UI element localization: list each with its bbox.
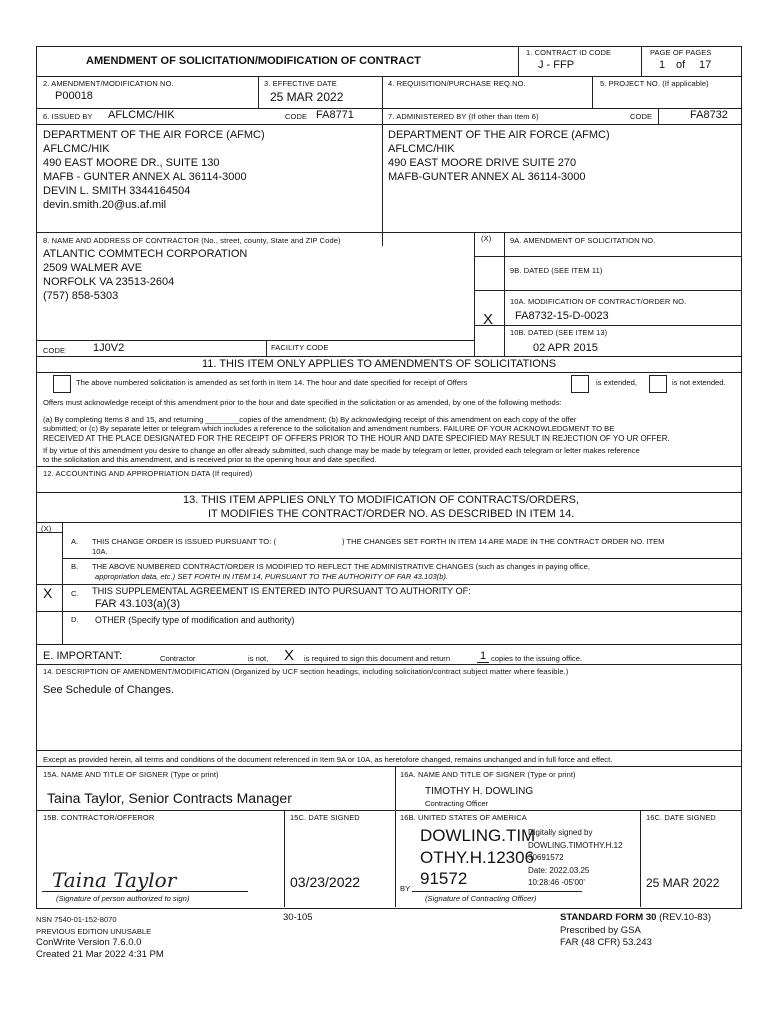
contractor-code: 1J0V2 [93, 342, 125, 354]
administered-by-label: 7. ADMINISTERED BY (If other than Item 6) [388, 112, 539, 121]
contract-id-code: J - FFP [538, 59, 575, 71]
signer-15a-name: Taina Taylor, Senior Contracts Manager [47, 790, 292, 806]
item13-a-text: THIS CHANGE ORDER IS ISSUED PURSUANT TO: ( [92, 537, 276, 546]
item13-title2: IT MODIFIES THE CONTRACT/ORDER NO. AS DESCRIBED IN ITEM 14. [208, 508, 575, 520]
amendment-of-solicitation-label: 9A. AMENDMENT OF SOLICITATION NO. [510, 236, 656, 245]
signer-16a-label: 16A. NAME AND TITLE OF SIGNER (Type or print) [400, 770, 576, 779]
description-label: 14. DESCRIPTION OF AMENDMENT/MODIFICATION (Organized by UCF section headings, including solicitation/contract subject matter where feasible.) [43, 667, 569, 676]
important-is-not: is not, [248, 654, 269, 663]
by-label: BY [400, 884, 411, 893]
contractor-signature-caption: (Signature of person authorized to sign) [56, 894, 190, 903]
item11-line7: to the solicitation and this amendment, and is received prior to the opening hour and date specified. [43, 455, 377, 464]
description-text: See Schedule of Changes. [43, 684, 174, 696]
x-column-label: (X) [481, 234, 492, 243]
contracting-officer-caption: (Signature of Contracting Officer) [425, 894, 537, 903]
prescribed-by: Prescribed by GSA [560, 925, 641, 936]
item13-c-letter: C. [71, 589, 79, 598]
item13-c-authority: FAR 43.103(a)(3) [95, 598, 180, 610]
important-copies-text: copies to the issuing office. [491, 654, 583, 663]
form-title: AMENDMENT OF SOLICITATION/MODIFICATION OF CONTRACT [86, 55, 421, 67]
important-required: is required to sign this document and return [304, 654, 451, 663]
signer-16a-title: Contracting Officer [425, 799, 489, 808]
amendment-no-label: 2. AMENDMENT/MODIFICATION NO. [43, 79, 174, 88]
conwrite-version: ConWrite Version 7.6.0.0 [36, 937, 142, 948]
contractor-date-signed: 03/23/2022 [290, 874, 361, 890]
solicitation-checkbox[interactable] [53, 375, 71, 393]
is-extended-label: is extended, [596, 378, 637, 387]
issued-by: AFLCMC/HIK [108, 109, 175, 121]
item13-a-text-cont: ) THE CHANGES SET FORTH IN ITEM 14 ARE MADE IN THE CONTRACT ORDER NO. ITEM [342, 537, 665, 546]
item13-b-text-cont: appropriation data, etc.) SET FORTH IN ITEM 14, PURSUANT TO THE AUTHORITY OF FAR 43.103(b). [95, 572, 449, 581]
issued-code: FA8771 [316, 109, 354, 121]
item13-c-x-mark: X [43, 585, 53, 601]
important-label: E. IMPORTANT: [43, 650, 123, 662]
project-no-label: 5. PROJECT NO. (If applicable) [600, 79, 709, 88]
item11-line4: submitted; or (c) By separate letter or telegram which includes a reference to the solicitation and amendment numbers. FAILURE OF YOUR ACKNOWLEDGMENT TO BE [43, 424, 615, 433]
important-x-mark: X [284, 647, 295, 664]
signer-16a-name: TIMOTHY H. DOWLING [425, 786, 534, 797]
contractor-label: 8. NAME AND ADDRESS OF CONTRACTOR (No., street, county, State and ZIP Code) [43, 236, 341, 245]
item13-b-letter: B. [71, 562, 79, 571]
accounting-label: 12. ACCOUNTING AND APPROPRIATION DATA (If required) [43, 469, 253, 478]
form-number: 30-105 [283, 912, 313, 923]
amendment-no: P00018 [55, 90, 93, 102]
dated-9b-label: 9B. DATED (SEE ITEM 11) [510, 266, 603, 275]
item13-title1: 13. THIS ITEM APPLIES ONLY TO MODIFICATION OF CONTRACTS/ORDERS, [183, 494, 580, 506]
contractor-code-label: CODE [43, 346, 66, 355]
issued-code-label: CODE [285, 112, 308, 121]
item11-line1: The above numbered solicitation is amended as set forth in Item 14. The hour and date specified for receipt of Offers [76, 378, 468, 387]
mod-dated-label: 10B. DATED (SEE ITEM 13) [510, 328, 608, 337]
form-revision: (REV.10-83) [659, 912, 711, 923]
admin-code: FA8732 [690, 109, 728, 121]
mod-date: 02 APR 2015 [533, 342, 598, 354]
item11-line2: Offers must acknowledge receipt of this amendment prior to the hour and date specified in the solicitation or as amended, by one of the following methods: [43, 398, 562, 407]
effective-date-label: 3. EFFECTIVE DATE [264, 79, 337, 88]
previous-edition: PREVIOUS EDITION UNUSABLE [36, 927, 152, 936]
terms-note: Except as provided herein, all terms and conditions of the document referenced in Item 9A or 10A, as heretofore changed, remains unchanged and in full force and effect. [43, 755, 613, 764]
of-word: of [676, 59, 686, 71]
item13-a-text-item: 10A. [92, 547, 108, 556]
mod-contract-no: FA8732-15-D-0023 [515, 310, 609, 322]
government-date-signed: 25 MAR 2022 [646, 876, 720, 890]
standard-form: STANDARD FORM 30 [560, 912, 657, 923]
mod-contract-label: 10A. MODIFICATION OF CONTRACT/ORDER NO. [510, 297, 687, 306]
contract-id-label: 1. CONTRACT ID CODE [526, 48, 612, 57]
signer-15a-label: 15A. NAME AND TITLE OF SIGNER (Type or print) [43, 770, 219, 779]
admin-code-label: CODE [630, 112, 653, 121]
facility-code-label: FACILITY CODE [271, 343, 329, 352]
item13-b-text: THE ABOVE NUMBERED CONTRACT/ORDER IS MODIFIED TO REFLECT THE ADMINISTRATIVE CHANGES (such as changes in paying office, [92, 562, 590, 571]
total-pages: 17 [699, 59, 712, 71]
item13-c-text: THIS SUPPLEMENTAL AGREEMENT IS ENTERED INTO PURSUANT TO AUTHORITY OF: [92, 586, 471, 596]
contractor-offeror-label: 15B. CONTRACTOR/OFFEROR [43, 813, 155, 822]
item13-a-letter: A. [71, 537, 79, 546]
created-date: Created 21 Mar 2022 4:31 PM [36, 949, 164, 960]
page-number: 1 [659, 59, 666, 71]
item13-x-label: (X) [41, 524, 52, 533]
issued-by-label: 6. ISSUED BY [43, 112, 93, 121]
requisition-label: 4. REQUISITION/PURCHASE REQ.NO. [388, 79, 526, 88]
date-signed-15c-label: 15C. DATE SIGNED [290, 813, 360, 822]
item11-title: 11. THIS ITEM ONLY APPLIES TO AMENDMENTS OF SOLICITATIONS [202, 358, 557, 370]
date-signed-16c-label: 16C. DATE SIGNED [646, 813, 716, 822]
not-extended-checkbox[interactable] [649, 375, 667, 393]
is-extended-checkbox[interactable] [571, 375, 589, 393]
item11-line5: RECEIVED AT THE PLACE DESIGNATED FOR THE RECEIPT OF OFFERS PRIOR TO THE HOUR AND DATE SPECIFIED MAY RESULT IN REJECTION OF YO UR OFFER. [43, 434, 670, 443]
united-states-label: 16B. UNITED STATES OF AMERICA [400, 813, 527, 822]
item11-line3: (a) By completing Items 8 and 15, and returning ________copies of the amendment; (b) By acknowledging receipt of this amendment on each copy of the offer [43, 415, 577, 424]
effective-date: 25 MAR 2022 [270, 90, 344, 104]
page-of-pages-label: PAGE OF PAGES [650, 48, 712, 57]
far-reference: FAR (48 CFR) 53.243 [560, 937, 652, 948]
mod-x-mark: X [483, 311, 494, 328]
not-extended-label: is not extended. [672, 378, 726, 387]
item13-d-text: OTHER (Specify type of modification and authority) [95, 615, 295, 625]
nsn: NSN 7540-01-152-8070 [36, 915, 117, 924]
item13-d-letter: D. [71, 615, 79, 624]
important-copies: 1 [480, 650, 487, 662]
important-contractor: Contractor [160, 654, 196, 663]
item11-line6: If by virtue of this amendment you desire to change an offer already submitted, such change may be made by telegram or letter, provided each telegram or letter makes reference [43, 446, 640, 455]
contractor-signature: Taina Taylor [52, 868, 177, 892]
